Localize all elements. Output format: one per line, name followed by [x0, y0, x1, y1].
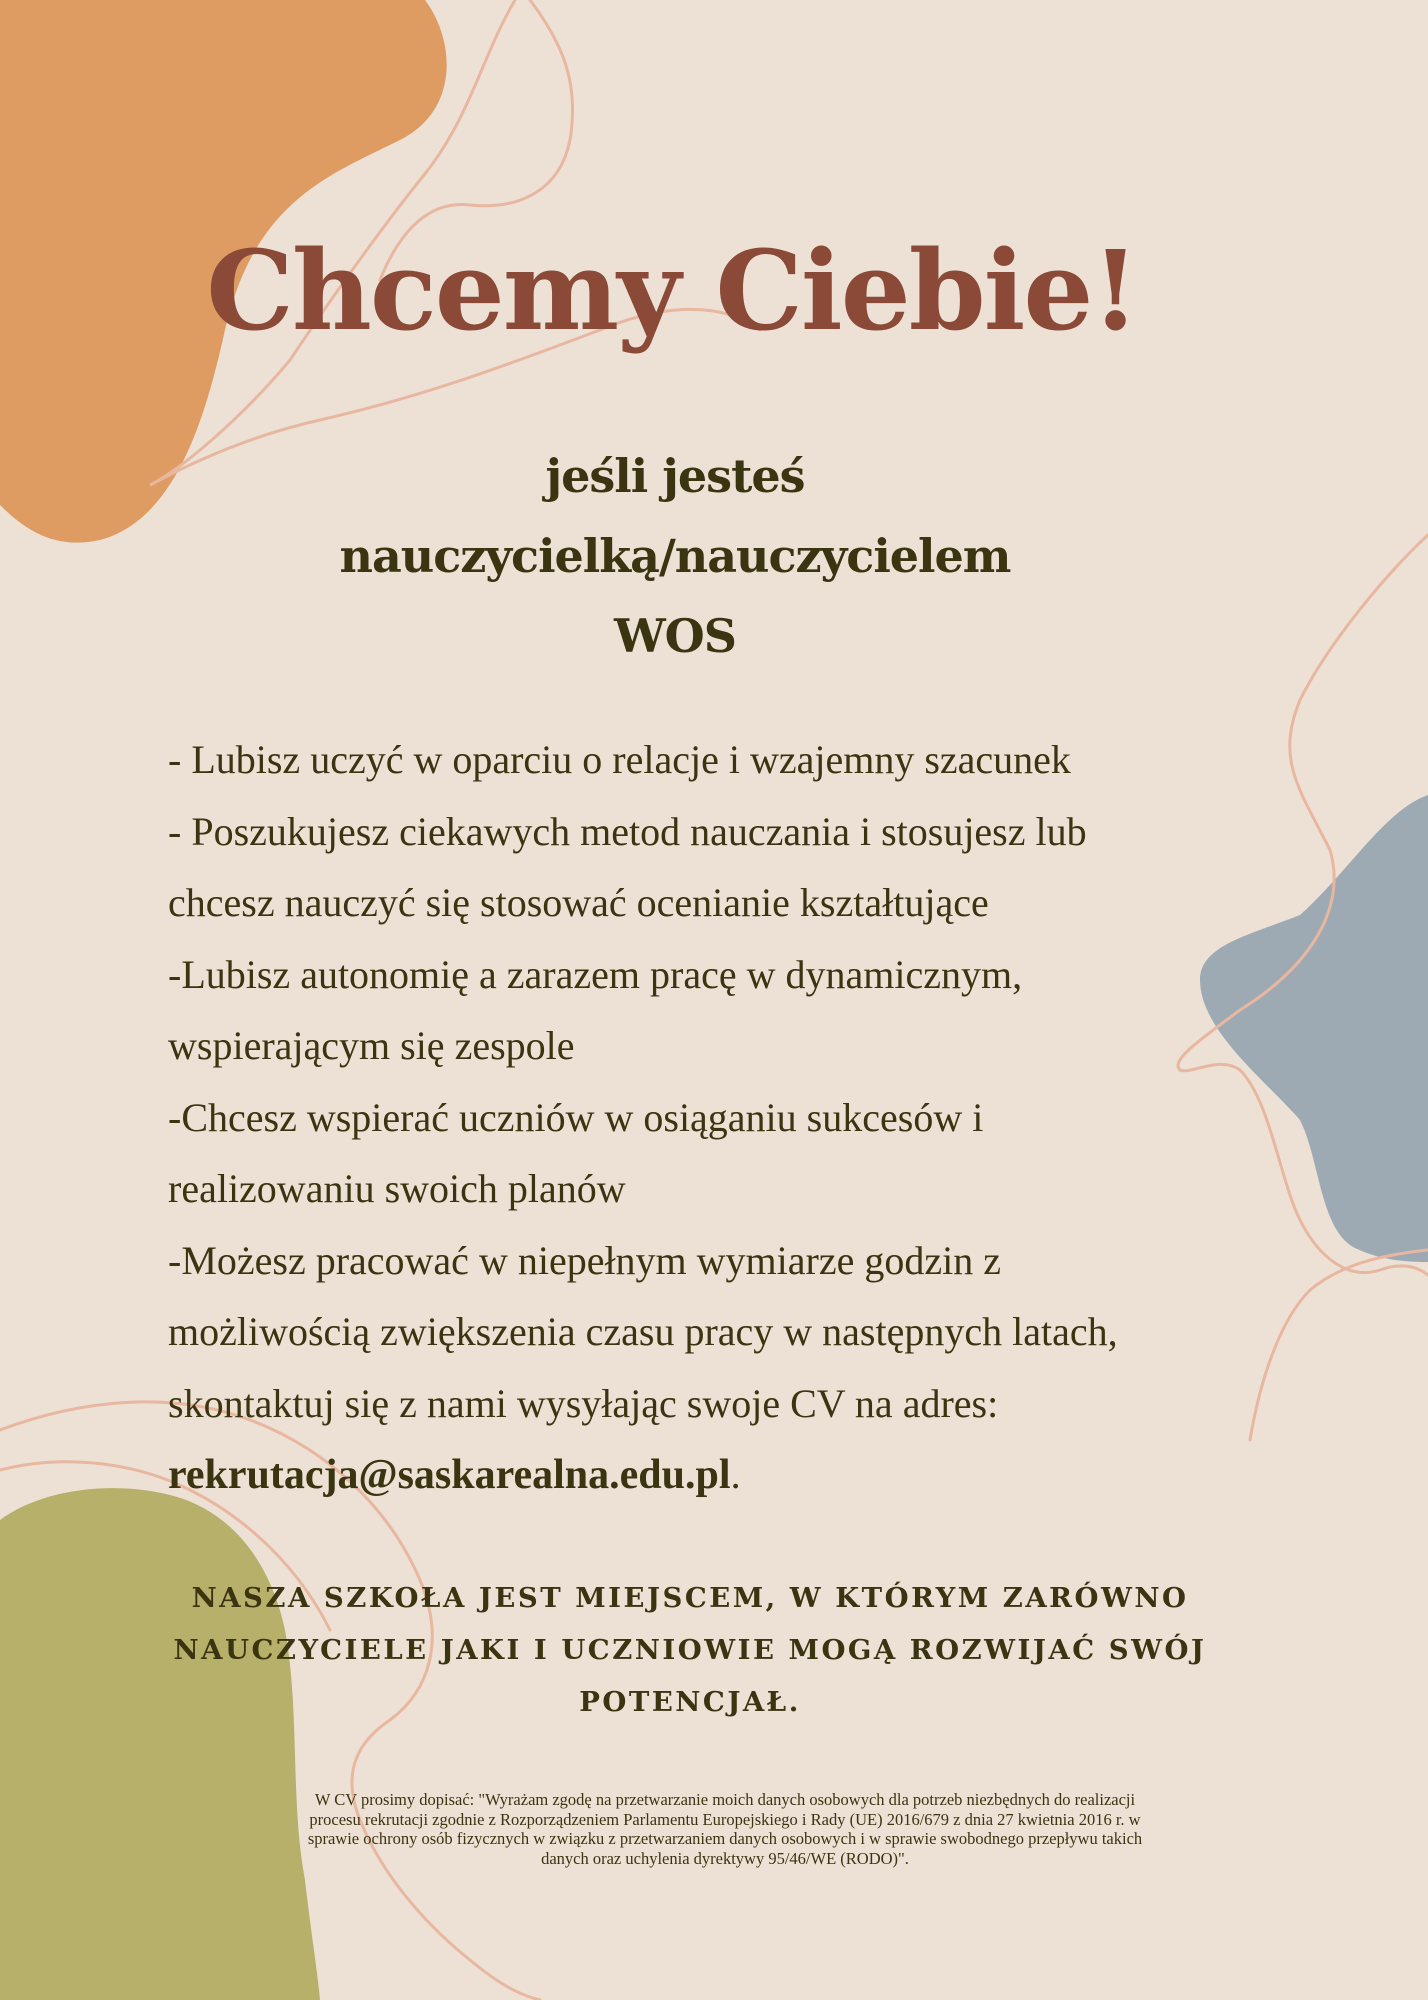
body-line: -Chcesz wspierać uczniów w osiąganiu sukcesów i: [168, 1094, 984, 1140]
legal-line-3: sprawie ochrony osób fizycznych w związku z przetwarzaniem danych osobowych i w sprawie swobodnego przepływu takich: [307, 1829, 1143, 1848]
legal-line-2: procesu rekrutacji zgodnie z Rozporządzeniem Parlamentu Europejskiego i Rady (UE) 2016/679 z dnia 27 kwietnia 2016 r. w: [309, 1809, 1141, 1829]
body-line: -Możesz pracować w niepełnym wymiarze godzin z: [168, 1237, 1001, 1283]
body-line: -Lubisz autonomię a zarazem pracę w dynamicznym,: [168, 951, 1023, 997]
legal-line-4: danych oraz uchylenia dyrektywy 95/46/WE (RODO)".: [541, 1848, 909, 1868]
slogan-line-3: POTENCJAŁ.: [579, 1686, 801, 1718]
body-line: skontaktuj się z nami wysyłając swoje CV na adres:: [168, 1380, 999, 1426]
body-line: możliwością zwiększenia czasu pracy w następnych latach,: [168, 1309, 1118, 1354]
poster-title: Chcemy Ciebie!: [206, 226, 1138, 355]
contact-email[interactable]: rekrutacja@saskarealna.edu.pl: [168, 1452, 731, 1498]
requirements-text: [168, 724, 1288, 1512]
subtitle-line-3: WOS: [614, 609, 736, 663]
gdpr-consent-note: [200, 1790, 1250, 1868]
slogan-line-2: NAUCZYCIELE JAKI I UCZNIOWIE MOGĄ ROZWIJAĆ SWÓJ: [173, 1634, 1207, 1666]
body-line: chcesz nauczyć się stosować ocenianie kształtujące: [168, 880, 989, 925]
email-line: [168, 1439, 1288, 1512]
body-line: - Lubisz uczyć w oparciu o relacje i wzajemny szacunek: [168, 737, 1071, 782]
email-suffix: .: [730, 1452, 741, 1497]
body-line: realizowaniu swoich planów: [168, 1166, 626, 1211]
school-slogan: [150, 1572, 1230, 1728]
subtitle-line-2: nauczycielką/nauczycielem: [339, 529, 1011, 583]
subtitle-line-1: jeśli jesteś: [545, 449, 805, 503]
body-line: - Poszukujesz ciekawych metod nauczania i stosujesz lub: [168, 808, 1087, 854]
poster-subtitle: [0, 436, 1350, 676]
legal-line-1: W CV prosimy dopisać: "Wyrażam zgodę na przetwarzanie moich danych osobowych dla potrzeb niezbędnych do realizacji: [314, 1790, 1136, 1809]
slogan-line-1: NASZA SZKOŁA JEST MIEJSCEM, W KTÓRYM ZARÓWNO: [191, 1582, 1189, 1614]
body-line: wspierającym się zespole: [168, 1023, 575, 1068]
